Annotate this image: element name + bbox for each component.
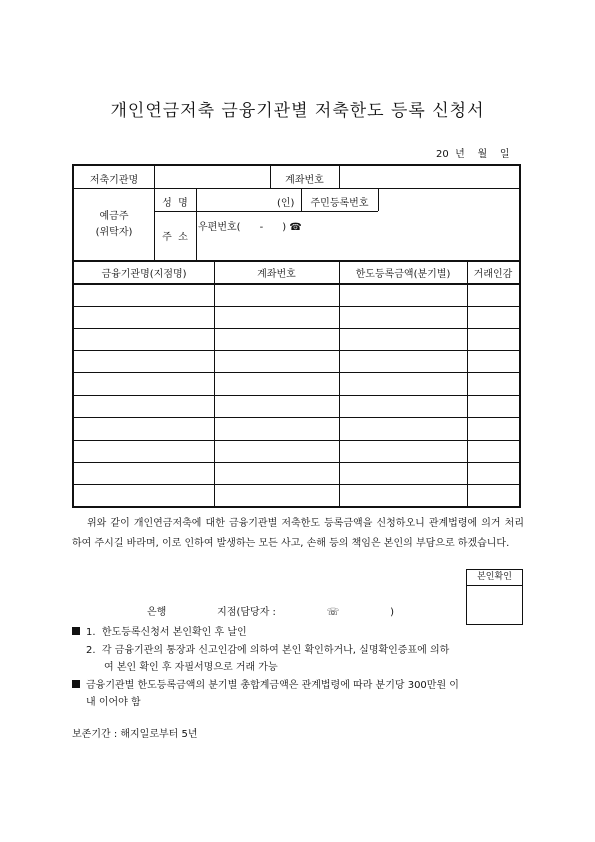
column-header-limit-amount: 한도등록금액(분기별) [355,269,451,280]
note-3-line-2: 내 이어야 함 [86,697,141,708]
postal-code-field[interactable]: 우편번호( - ) ☎ [198,222,302,233]
seal-label: (인) [277,198,295,209]
resident-number-field[interactable] [378,188,519,211]
note-3-line-1: 금융기관별 한도등록금액의 분기별 총합계금액은 관계법령에 따라 분기당 300만원 이 [72,676,459,691]
identity-check-label: 본인확인 [467,570,522,586]
column-header-account: 계좌번호 [257,269,296,280]
resident-number-label: 주민등록번호 [310,198,369,209]
application-form-table [72,164,521,508]
retention-period: 보존기간 : 해지일로부터 5년 [72,729,198,740]
bank-branch-line: 은행 지점(담당자 : ☏ ) [147,607,395,618]
account-number-label: 계좌번호 [285,175,324,186]
form-title: 개인연금저축 금융기관별 저축한도 등록 신청서 [110,101,485,121]
account-number-field[interactable] [339,166,519,188]
date-line: 20 년 월 일 [436,149,510,160]
identity-check-box[interactable] [466,569,523,625]
note-1: 1. 한도등록신청서 본인확인 후 날인 [72,623,247,638]
savings-institution-field[interactable] [154,166,270,188]
address-label: 주 소 [162,232,188,243]
savings-institution-label: 저축기관명 [89,175,139,186]
square-bullet-icon [72,627,80,635]
note-2-line-1: 2. 각 금융기관의 통장과 신고인감에 의하여 본인 확인하거나, 실명확인증표에 의하 [86,645,450,656]
declaration-text: 위와 같이 개인연금저축에 대한 금융기관별 저축한도 등록금액을 신청하오니 관계법령에 의거 처리하여 주시길 바라며, 이로 인하여 발생하는 모든 사고, 손해 등의 책임은 본인의 부담으로 하겠습니다. [72,518,524,549]
column-header-seal: 거래인감 [473,269,513,280]
trustee-label: (위탁자) [95,227,133,238]
name-label: 성 명 [162,198,188,209]
square-bullet-icon [72,680,80,688]
column-header-institution: 금융기관명(지점명) [101,269,187,280]
note-2-line-2: 여 본인 확인 후 자필서명으로 거래 가능 [104,662,278,673]
depositor-label: 예금주 [99,211,129,222]
